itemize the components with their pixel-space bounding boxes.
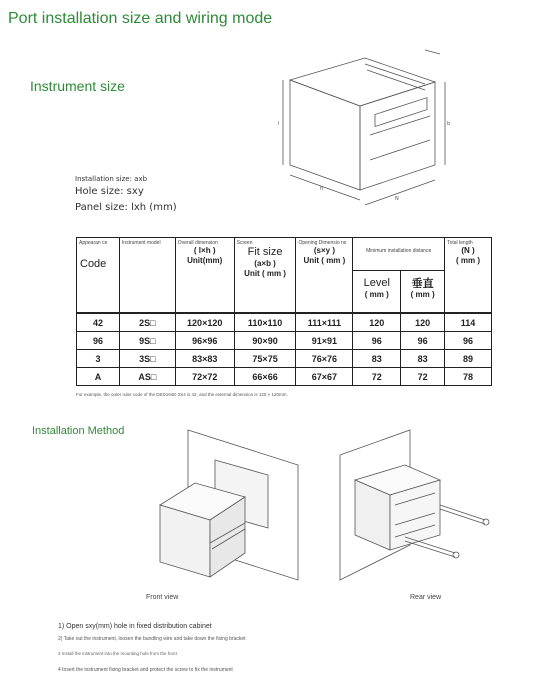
installation-size-label: Installation size: axb	[75, 175, 148, 183]
front-view-drawing	[150, 425, 300, 585]
table-row: 3 3S□ 83×83 75×75 76×76 83 83 89	[77, 350, 492, 368]
installation-method-heading: Installation Method	[32, 425, 125, 437]
example-note: For example, the outer ruler code of the DED194E-2S4 is 42, and the external dimension is 120 × 120mm.	[76, 392, 288, 397]
header-appearance-code: Appearan ce Code	[77, 238, 120, 313]
page-title: Port installation size and wiring mode	[8, 10, 273, 27]
step-1: 1) Open sxy(mm) hole in fixed distribution cabinet	[58, 623, 212, 630]
table-row: 96 9S□ 96×96 90×90 91×91 96 96 96	[77, 332, 492, 350]
rear-view-caption: Rear view	[410, 594, 442, 601]
header-overall-dimension: Overall dimension ( l×h ) Unit(mm)	[175, 238, 234, 313]
header-instrument-model: Instrument model	[119, 238, 175, 313]
instrument-size-heading: Instrument size	[30, 78, 125, 94]
svg-text:N: N	[395, 196, 399, 202]
header-screen-fit-size: Screen Fit size (a×b ) Unit ( mm )	[234, 238, 296, 313]
front-view-caption: Front view	[146, 594, 179, 601]
dimension-table	[76, 237, 492, 386]
header-opening-dimensions: Opening Dimensio ns (s×y ) Unit ( mm )	[296, 238, 353, 313]
svg-text:h: h	[320, 186, 324, 192]
step-4: 4 Insert the instrument fixing bracket and protect the screw to fix the instrument	[58, 667, 233, 673]
instrument-dimension-drawing	[275, 40, 475, 220]
header-total-length: Total length (N ) ( mm )	[445, 238, 492, 313]
table-row: A AS□ 72×72 66×66 67×67 72 72 78	[77, 368, 492, 386]
header-level: Level ( mm )	[353, 271, 401, 313]
header-minimum-distance: Minimum installation distance	[353, 238, 445, 271]
table-row: 42 2S□ 120×120 110×110 111×111 120 120 114	[77, 314, 492, 332]
step-3: 3 Install the instrument into the mounting hole from the front	[58, 651, 177, 656]
panel-size-label: Panel size: lxh (mm)	[75, 202, 177, 213]
svg-text:b: b	[447, 121, 451, 127]
hole-size-label: Hole size: sxy	[75, 186, 144, 197]
step-2: 2) Take out the instrument, loosen the bundling wire and take down the fixing bracket	[58, 636, 246, 642]
header-vertical: 垂直 ( mm )	[401, 271, 445, 313]
svg-text:l: l	[278, 121, 280, 127]
rear-view-drawing	[335, 425, 505, 585]
